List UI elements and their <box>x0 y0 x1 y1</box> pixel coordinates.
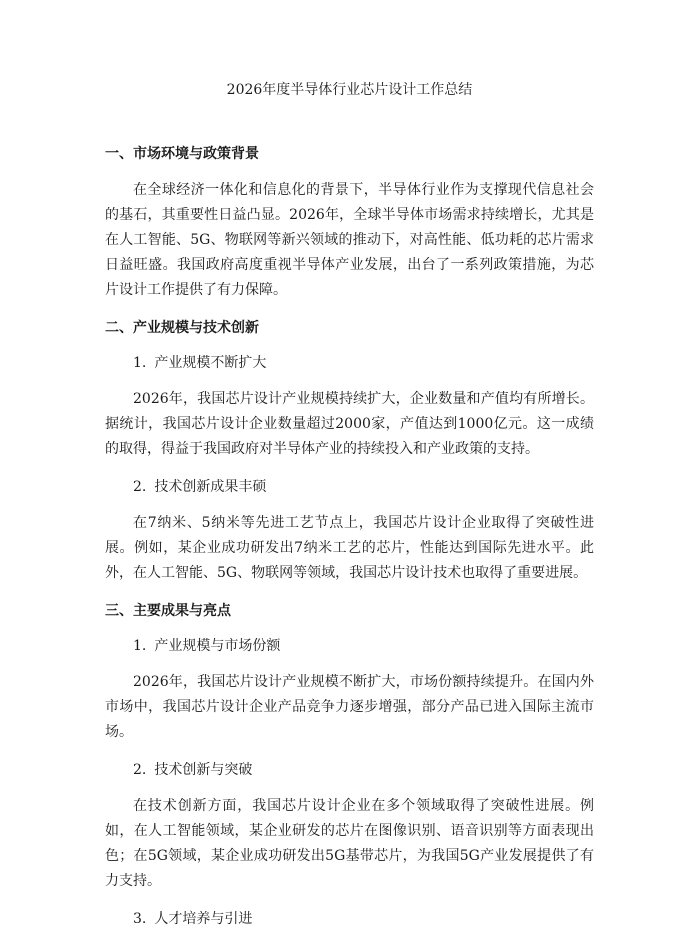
document-title: 2026年度半导体行业芯片设计工作总结 <box>226 82 473 98</box>
subsection-heading <box>105 353 594 373</box>
subsection-title: 技术创新成果丰硕 <box>154 479 267 495</box>
section-market-policy <box>105 144 594 303</box>
subsection-number: 2. <box>133 479 147 495</box>
subsection-heading <box>105 477 594 497</box>
subsection-heading <box>105 760 594 780</box>
body-paragraph: 在技术创新方面，我国芯片设计企业在多个领域取得了突破性进展。例如，在人工智能领域，某企业研发的芯片在图像识别、语音识别等方面表现出色；在5G领域，某企业成功研发出5G基带芯片，为我国5G产业发展提供了有力支持。 <box>105 798 594 889</box>
subsection-heading <box>105 909 594 929</box>
subsection-number: 1. <box>133 355 147 371</box>
body-paragraph: 2026年，我国芯片设计产业规模持续扩大，企业数量和产值均有所增长。据统计，我国芯片设计企业数量超过2000家，产值达到1000亿元。这一成绩的取得，得益于我国政府对半导体产业的持续投入和产业政策的支持。 <box>105 391 594 457</box>
subsection-number: 2. <box>133 762 147 778</box>
body-paragraph: 2026年，我国芯片设计产业规模不断扩大，市场份额持续提升。在国内外市场中，我国芯片设计企业产品竞争力逐步增强，部分产品已进入国际主流市场。 <box>105 674 594 740</box>
subsection-number: 3. <box>133 911 147 927</box>
subsection-title: 产业规模与市场份额 <box>154 638 281 654</box>
body-paragraph: 在全球经济一体化和信息化的背景下，半导体行业作为支撑现代信息社会的基石，其重要性日益凸显。2026年，全球半导体市场需求持续增长，尤其是在人工智能、5G、物联网等新兴领域的推动下，对高性能、低功耗的芯片需求日益旺盛。我国政府高度重视半导体产业发展，出台了一系列政策措施，为芯片设计工作提供了有力保障。 <box>105 182 594 298</box>
subsection-heading <box>105 636 594 656</box>
section-scale-innovation <box>105 318 594 586</box>
section-heading: 三、主要成果与亮点 <box>105 603 231 619</box>
subsection-number: 1. <box>133 638 147 654</box>
body-paragraph: 在7纳米、5纳米等先进工艺节点上，我国芯片设计企业取得了突破性进展。例如，某企业成功研发出7纳米工艺的芯片，性能达到国际先进水平。此外，在人工智能、5G、物联网等领域，我国芯片设计技术也取得了重要进展。 <box>105 515 594 581</box>
subsection-title: 技术创新与突破 <box>154 762 253 778</box>
subsection-title: 人才培养与引进 <box>154 911 253 927</box>
subsection-title: 产业规模不断扩大 <box>154 355 267 371</box>
section-heading: 二、产业规模与技术创新 <box>105 320 259 336</box>
section-achievements <box>105 601 594 929</box>
section-heading: 一、市场环境与政策背景 <box>105 146 259 162</box>
